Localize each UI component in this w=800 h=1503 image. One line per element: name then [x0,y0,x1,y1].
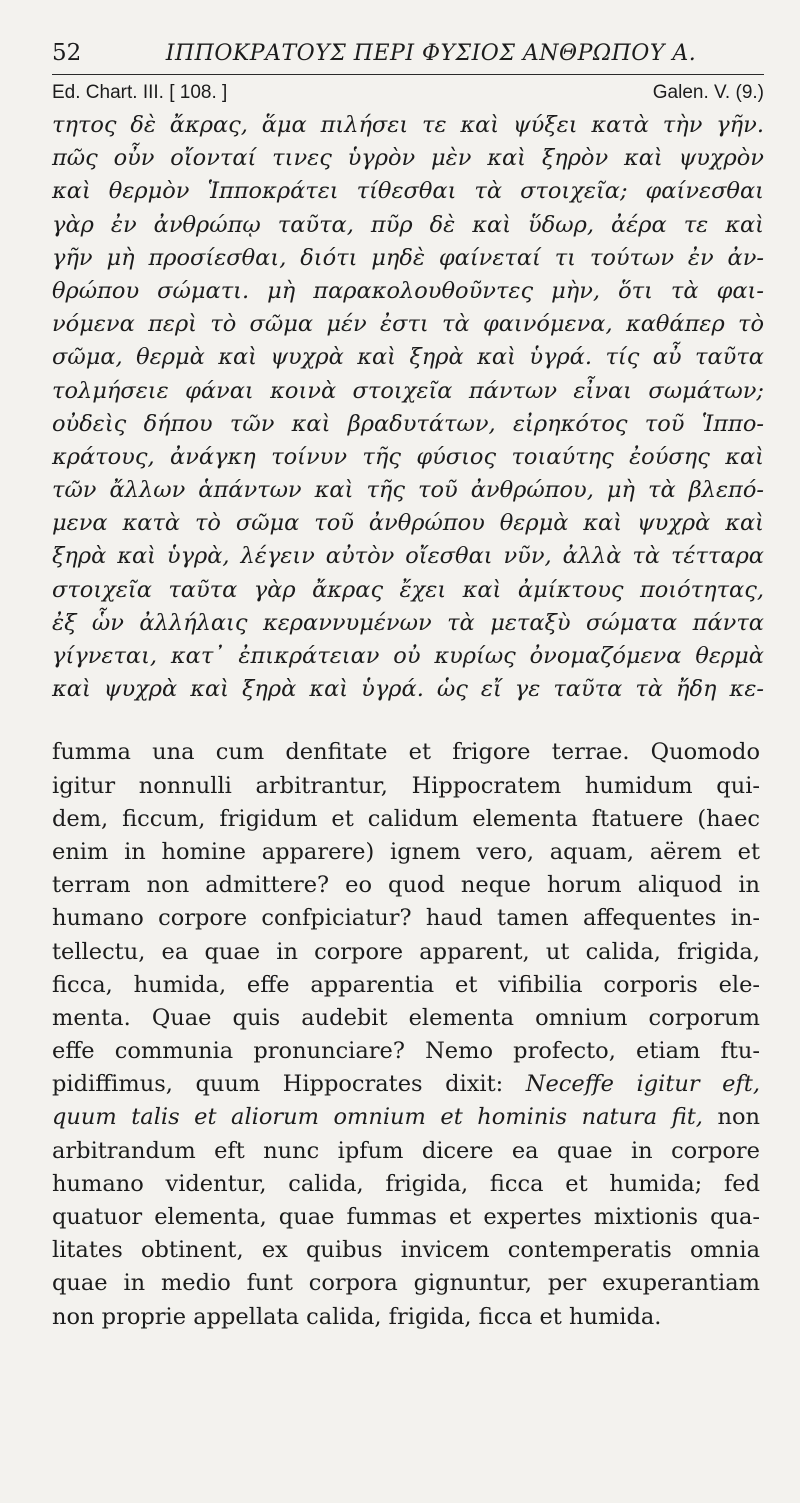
greek-line: τολμήσειε φάναι κοινὰ στοιχεῖα πάντων εἶναι σωμάτων; [52,377,764,404]
greek-line: ἐξ ὧν ἀλλήλαις κεραννυμένων τὰ μεταξὺ σώματα πάντα [52,609,764,636]
edition-reference-right: Galen. V. (9.) [652,82,764,103]
latin-translation [52,736,764,1333]
latin-line: effe communia pronunciare? Nemo profecto, etiam ftu- [52,1038,760,1065]
greek-text [52,109,764,706]
hippocrates-quote-cont: quum talis et aliorum omnium et hominis natura fit, [52,1104,703,1131]
greek-line: κράτους, ἀνάγκη τοίνυν τῆς φύσιος τοιαύτης ἐούσης καὶ [52,443,764,470]
latin-line: arbitrandum eft nunc ipfum dicere ea quae in corpore [52,1137,760,1164]
greek-line: καὶ θερμὸν Ἱπποκράτει τίθεσθαι τὰ στοιχεῖα; φαίνεσθαι [52,178,764,205]
latin-line-with-quote [52,1068,760,1101]
greek-line: θρώπου σώματι. μὴ παρακολουθοῦντες μὴν, ὅτι τὰ φαι- [52,277,764,304]
latin-line: litates obtinent, ex quibus invicem contemperatis omnia [52,1237,760,1264]
hippocrates-quote: Neceffe igitur eft, [525,1071,760,1098]
greek-line: στοιχεῖα ταῦτα γὰρ ἄκρας ἔχει καὶ ἀμίκτους ποιότητας, [52,576,764,603]
latin-line: tellectu, ea quae in corpore apparent, ut calida, frigida, [52,938,760,965]
greek-line: σῶμα, θερμὰ καὶ ψυχρὰ καὶ ξηρὰ καὶ ὑγρά. τίς αὖ ταῦτα [52,344,764,371]
greek-line: πῶς οὖν οἴονταί τινες ὑγρὸν μὲν καὶ ξηρὸν καὶ ψυχρὸν [52,145,764,172]
latin-line: fumma una cum denfitate et frigore terrae. Quomodo [52,739,760,766]
latin-line: quae in medio funt corpora gignuntur, per exuperantiam [52,1270,760,1297]
running-header [52,40,764,75]
latin-line: dem, ficcum, frigidum et calidum elementa ftatuere (haec [52,805,760,832]
latin-line: menta. Quae quis audebit elementa omnium corporum [52,1004,760,1031]
greek-line: τητος δὲ ἄκρας, ἅμα πιλήσει τε καὶ ψύξει κατὰ τὴν γῆν. [52,112,764,138]
greek-line: καὶ ψυχρὰ καὶ ξηρὰ καὶ ὑγρά. ὡς εἴ γε ταῦτα τὰ ἤδη κε- [52,676,764,703]
latin-line: enim in homine apparere) ignem vero, aquam, aërem et [52,838,760,865]
edition-reference-left: Ed. Chart. III. [ 108. ] [52,82,228,103]
latin-line-with-quote [52,1101,760,1134]
greek-line: γὰρ ἐν ἀνθρώπῳ ταῦτα, πῦρ δὲ καὶ ὕδωρ, ἀέρα τε καὶ [52,211,764,238]
latin-line-text: pidiffimus, quum Hippocrates dixit: [52,1071,526,1098]
latin-line: terram non admittere? eo quod neque horum aliquod in [52,872,760,899]
page [52,40,764,1334]
latin-line: humano corpore confpiciatur? haud tamen affequentes in- [52,905,760,932]
latin-line: humano videntur, calida, frigida, ficca et humida; fed [52,1170,760,1197]
latin-line: quatuor elementa, quae fummas et expertes mixtionis qua- [52,1204,760,1230]
running-title: ΙΠΠΟΚΡΑΤΟΥΣ ΠΕΡΙ ΦΥΣΙΟΣ ΑΝΘΡΩΠΟΥ Α. [165,41,697,66]
greek-line: γίγνεται, κατ᾽ ἐπικράτειαν οὐ κυρίως ὀνομαζόμενα θερμὰ [52,643,764,669]
greek-line: ξηρὰ καὶ ὑγρὰ, λέγειν αὐτὸν οἴεσθαι νῦν, ἀλλὰ τὰ τέτταρα [52,543,764,570]
page-number: 52 [52,40,82,66]
greek-line: τῶν ἄλλων ἁπάντων καὶ τῆς τοῦ ἀνθρώπου, μὴ τὰ βλεπό- [52,477,764,504]
greek-line: γῆν μὴ προσίεσθαι, διότι μηδὲ φαίνεταί τι τούτων ἐν ἀν- [52,244,764,271]
latin-line: igitur nonnulli arbitrantur, Hippocratem humidum qui- [52,772,760,799]
latin-line-tail: non [702,1104,760,1131]
greek-line: νόμενα περὶ τὸ σῶμα μέν ἐστι τὰ φαινόμενα, καθάπερ τὸ [52,311,764,338]
greek-line: μενα κατὰ τὸ σῶμα τοῦ ἀνθρώπου θερμὰ καὶ ψυχρὰ καὶ [52,510,764,537]
greek-line: οὐδεὶς δήπου τῶν καὶ βραδυτάτων, εἰρηκότος τοῦ Ἱππο- [52,410,764,437]
latin-line: ficca, humida, effe apparentia et vifibilia corporis ele- [52,971,760,998]
latin-line: non proprie appellata calida, frigida, ficca et humida. [52,1303,662,1330]
edition-reference [52,79,764,107]
